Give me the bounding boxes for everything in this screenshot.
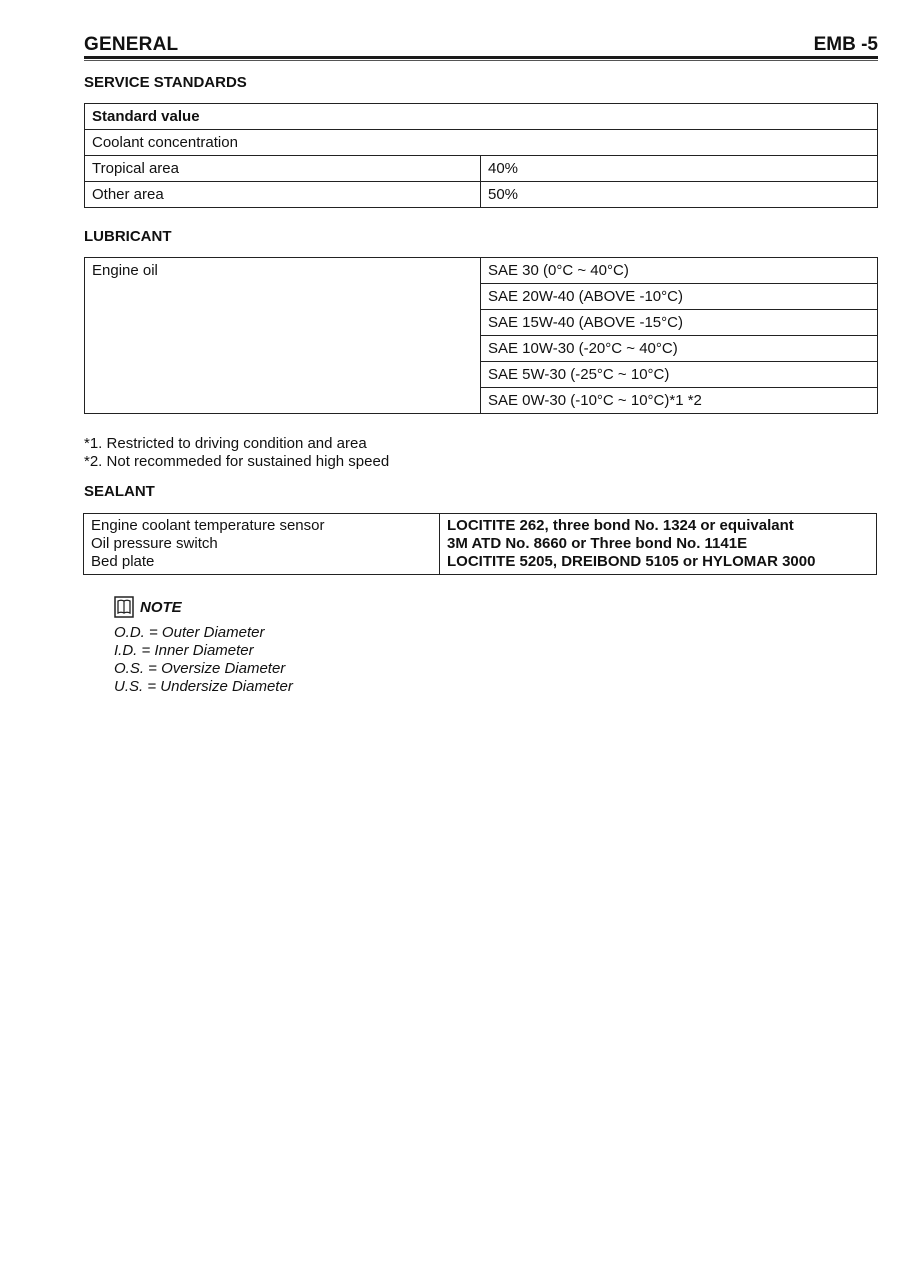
sealant-spec: LOCITITE 5205, DREIBOND 5105 or HYLOMAR 3000	[447, 553, 816, 570]
sealant-heading: SEALANT	[84, 483, 155, 500]
note-line: U.S. = Undersize Diameter	[114, 678, 293, 695]
sealant-spec: LOCITITE 262, three bond No. 1324 or equivalant	[447, 517, 794, 534]
oil-grade: SAE 20W-40 (ABOVE -10°C)	[481, 284, 878, 310]
standard-value-cell: Standard value	[85, 104, 878, 130]
sealant-part: Bed plate	[91, 553, 155, 570]
sealant-table	[83, 513, 877, 575]
sealant-specs-cell	[440, 514, 877, 575]
lubricant-heading: LUBRICANT	[84, 228, 172, 245]
table-row	[85, 130, 878, 156]
note-body	[114, 624, 293, 696]
note-line: O.D. = Outer Diameter	[114, 624, 265, 641]
lubricant-item: Engine oil	[85, 258, 481, 414]
table-row	[84, 514, 877, 575]
sealant-part: Engine coolant temperature sensor	[91, 517, 325, 534]
oil-grade: SAE 10W-30 (-20°C ~ 40°C)	[481, 336, 878, 362]
sealant-parts-cell	[84, 514, 440, 575]
note-line: O.S. = Oversize Diameter	[114, 660, 286, 677]
footnote: *1. Restricted to driving condition and area	[84, 435, 367, 452]
row-label: Other area	[85, 182, 481, 208]
oil-grade: SAE 15W-40 (ABOVE -15°C)	[481, 310, 878, 336]
coolant-concentration-cell: Coolant concentration	[85, 130, 878, 156]
oil-grade: SAE 0W-30 (-10°C ~ 10°C)*1 *2	[481, 388, 878, 414]
oil-grade: SAE 30 (0°C ~ 40°C)	[481, 258, 878, 284]
footnote: *2. Not recommeded for sustained high speed	[84, 453, 390, 470]
table-row	[85, 156, 878, 182]
table-row	[85, 104, 878, 130]
row-label: Tropical area	[85, 156, 481, 182]
page-number: EMB -5	[813, 34, 878, 55]
table-row	[85, 258, 878, 284]
note-title: NOTE	[140, 598, 182, 616]
book-icon	[114, 596, 134, 618]
oil-grade: SAE 5W-30 (-25°C ~ 10°C)	[481, 362, 878, 388]
section-title: GENERAL	[84, 34, 179, 55]
service-standards-heading: SERVICE STANDARDS	[84, 74, 247, 91]
sealant-spec: 3M ATD No. 8660 or Three bond No. 1141E	[447, 535, 748, 552]
sealant-part: Oil pressure switch	[91, 535, 218, 552]
row-value: 40%	[481, 156, 878, 182]
note-header	[114, 596, 182, 618]
row-value: 50%	[481, 182, 878, 208]
note-line: I.D. = Inner Diameter	[114, 642, 254, 659]
header-rule-thin	[84, 60, 878, 61]
service-standards-table	[84, 103, 878, 208]
lubricant-table	[84, 257, 878, 414]
table-row	[85, 182, 878, 208]
header-rule	[84, 56, 878, 59]
